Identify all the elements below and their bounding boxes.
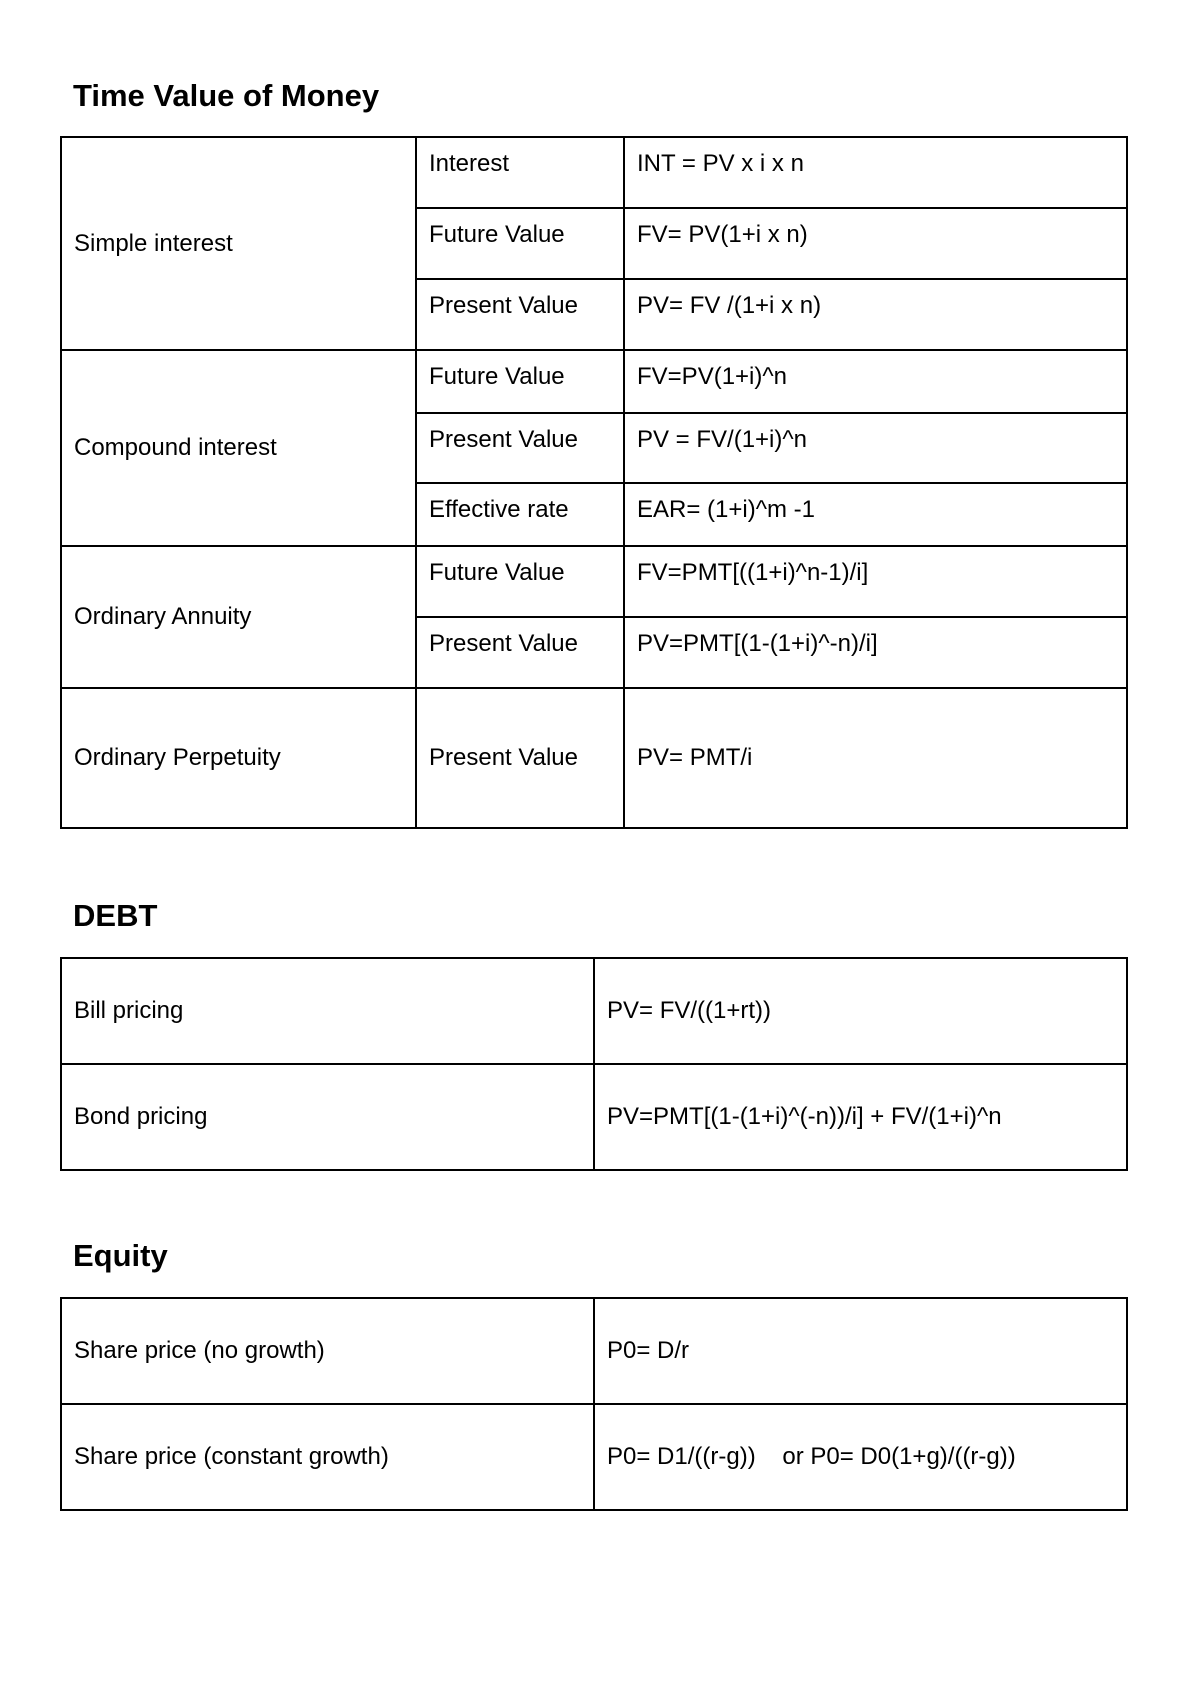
- row-label: Future Value: [416, 546, 624, 617]
- table-row: [61, 688, 1127, 828]
- row-label: Present Value: [416, 617, 624, 688]
- row-label: Present Value: [416, 279, 624, 350]
- debt-table: [60, 957, 1128, 1171]
- table-row: [61, 958, 1127, 1064]
- equity-formula: P0= D/r: [594, 1298, 1127, 1404]
- row-formula: PV= FV /(1+i x n): [624, 279, 1127, 350]
- row-formula: FV=PMT[((1+i)^n-1)/i]: [624, 546, 1127, 617]
- group-compound-interest: Compound interest: [61, 350, 416, 546]
- table-row: [61, 1064, 1127, 1170]
- equity-table: [60, 1297, 1128, 1511]
- debt-title: DEBT: [73, 898, 158, 933]
- row-formula: PV = FV/(1+i)^n: [624, 413, 1127, 483]
- equity-label: Share price (constant growth): [61, 1404, 594, 1510]
- row-formula: PV=PMT[(1-(1+i)^-n)/i]: [624, 617, 1127, 688]
- table-row: [61, 350, 1127, 413]
- row-formula: PV= PMT/i: [624, 688, 1127, 828]
- group-ordinary-perpetuity: Ordinary Perpetuity: [61, 688, 416, 828]
- equity-title: Equity: [73, 1238, 168, 1273]
- row-label: Present Value: [416, 688, 624, 828]
- row-label: Effective rate: [416, 483, 624, 546]
- equity-label: Share price (no growth): [61, 1298, 594, 1404]
- table-row: [61, 137, 1127, 208]
- row-formula: EAR= (1+i)^m -1: [624, 483, 1127, 546]
- row-label: Future Value: [416, 208, 624, 279]
- row-formula: FV=PV(1+i)^n: [624, 350, 1127, 413]
- table-row: [61, 546, 1127, 617]
- table-row: [61, 1404, 1127, 1510]
- tvm-table: [60, 136, 1128, 829]
- debt-label: Bill pricing: [61, 958, 594, 1064]
- row-formula: FV= PV(1+i x n): [624, 208, 1127, 279]
- tvm-title: Time Value of Money: [73, 78, 380, 113]
- group-ordinary-annuity: Ordinary Annuity: [61, 546, 416, 688]
- debt-label: Bond pricing: [61, 1064, 594, 1170]
- table-row: [61, 1298, 1127, 1404]
- row-formula: INT = PV x i x n: [624, 137, 1127, 208]
- row-label: Interest: [416, 137, 624, 208]
- debt-formula: PV= FV/((1+rt)): [594, 958, 1127, 1064]
- equity-formula: P0= D1/((r-g)) or P0= D0(1+g)/((r-g)): [594, 1404, 1127, 1510]
- row-label: Present Value: [416, 413, 624, 483]
- debt-formula: PV=PMT[(1-(1+i)^(-n))/i] + FV/(1+i)^n: [594, 1064, 1127, 1170]
- group-simple-interest: Simple interest: [61, 137, 416, 350]
- row-label: Future Value: [416, 350, 624, 413]
